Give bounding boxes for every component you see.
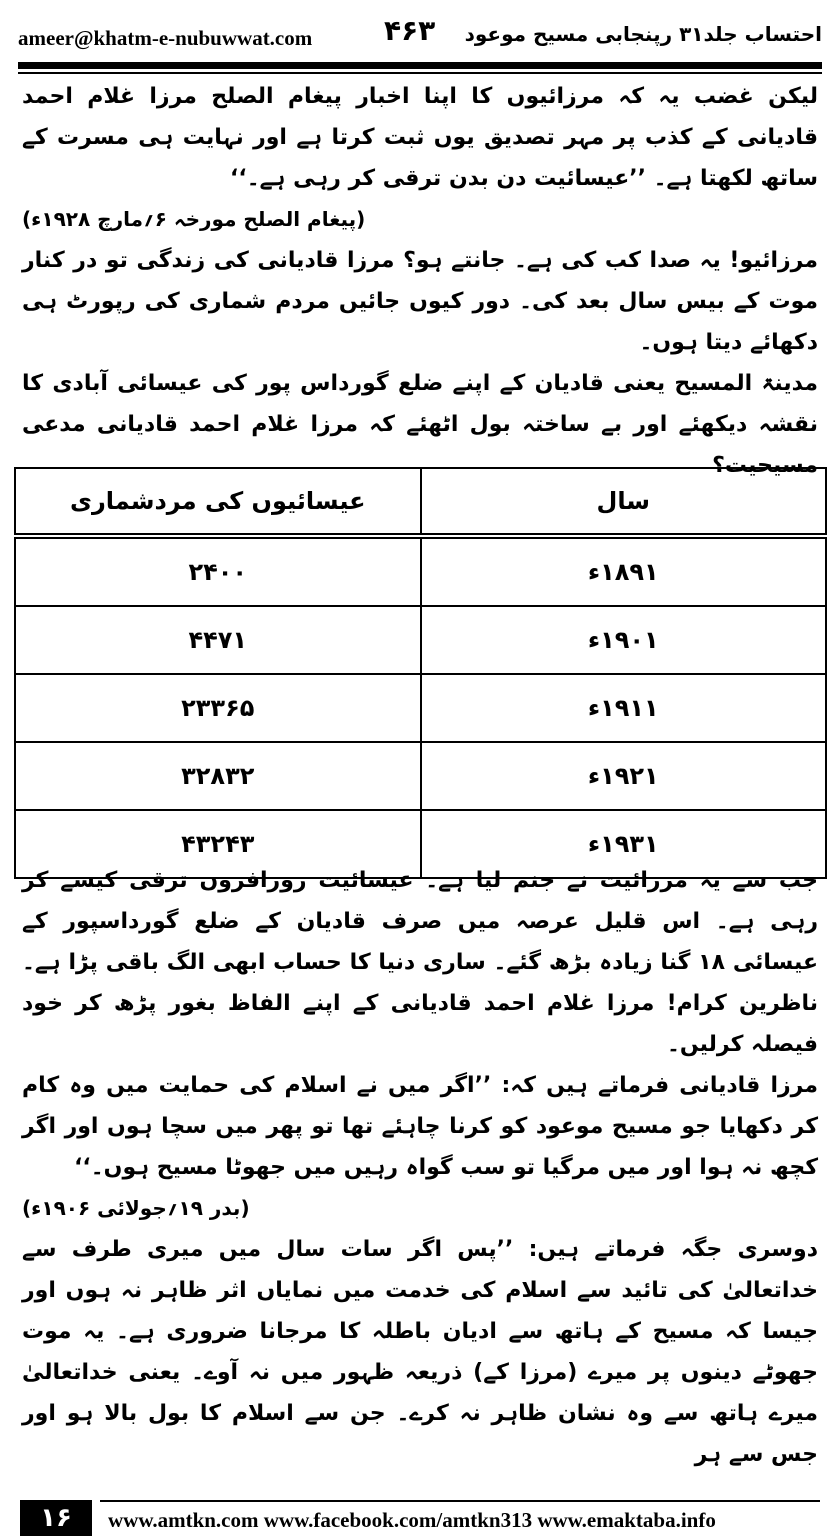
footer-urls[interactable]: www.amtkn.com www.facebook.com/amtkn313 www.emaktaba.info [108,1508,716,1532]
census-table-wrap [14,467,827,879]
paragraph-4: جب سے یہ مرزائیت نے جنم لیا ہے۔ عیسائیت روزافزوں ترقی کیسے کر رہی ہے۔ اس قلیل عرصہ میں صرف قادیان کے ضلع گورداسپور کے عیسائی ۱۸ گنا زیادہ بڑھ گئے۔ ساری دنیا کا حساب ابھی الگ باقی پڑا ہے۔ ناظرین کرام! مرزا غلام احمد قادیانی کے اپنے الفاظ بغور پڑھ کر خود فیصلہ کرلیں۔ [22,868,818,1057]
header-page-number: ۴۶۳ [384,14,436,47]
count-cell: ۳۲۸۳۲ [15,742,421,810]
footer-page-number: ۱۶ [20,1500,92,1536]
year-cell: ۱۹۰۱ء [421,606,827,674]
table-row [15,606,826,674]
count-cell: ۲۳۳۶۵ [15,674,421,742]
table-row [15,742,826,810]
top-paragraphs [22,76,818,486]
paragraph-6: دوسری جگہ فرماتے ہیں: ’’پس اگر سات سال میں میری طرف سے خداتعالیٰ کی تائید سے اسلام کی خدمت میں نمایاں اثر ظاہر نہ ہوں اور جیسا کہ مسیح کے ہاتھ سے ادیان باطلہ کا مرجانا ضروری ہے۔ یہ موت جھوٹے دینوں پر میرے (مرزا کے) ذریعہ ظہور میں نہ آوے۔ یعنی خداتعالیٰ میرے ہاتھ سے وہ نشان ظاہر نہ کرے۔ جن سے اسلام کا بول بالا ہو اور جس سے ہر [22,1237,818,1467]
header-rule-thin [18,72,822,74]
col-year-header: سال [421,468,827,536]
paragraph-1: لیکن غضب یہ کہ مرزائیوں کا اپنا اخبار پیغام الصلح مرزا غلام احمد قادیانی کے کذب پر مہر تصدیق یوں ثبت کرتا ہے اور نہایت ہی مسرت کے ساتھ لکھتا ہے۔ ’’عیسائیت دن بدن ترقی کر رہی ہے۔‘‘ (پیغام الصلح مورخہ ۶؍مارچ ۱۹۲۸ء) [22,76,818,199]
table-row [15,674,826,742]
year-cell: ۱۹۳۱ء [421,810,827,878]
reference-2: (بدر ۱۹؍جولائی ۱۹۰۶ء) [22,1196,250,1220]
footer-rule [100,1500,820,1502]
header-email[interactable]: ameer@khatm-e-nubuwwat.com [18,26,313,50]
paragraph-3: مدینۃ المسیح یعنی قادیان کے اپنے ضلع گورداس پور کی عیسائی آبادی کا نقشہ دیکھئے اور بے ساختہ بول اٹھئے کہ مرزا غلام احمد قادیانی مدعی مسیحیت؟ [22,371,818,478]
table-header-row [15,468,826,536]
table-row [15,536,826,606]
paragraph-2: مرزائیو! یہ صدا کب کی ہے۔ جانتے ہو؟ مرزا قادیانی کی زندگی تو در کنار موت کے بیس سال بعد کی۔ دور کیوں جائیں مردم شماری کی رپورٹ ہی دکھائے دیتا ہوں۔ [22,248,818,355]
col-count-header: عیسائیوں کی مردشماری [15,468,421,536]
header-rule-thick [18,62,822,69]
page-footer [0,1498,840,1540]
count-cell: ۴۳۲۴۳ [15,810,421,878]
year-cell: ۱۹۱۱ء [421,674,827,742]
census-table [14,467,827,879]
year-cell: ۱۸۹۱ء [421,536,827,606]
reference-1: (پیغام الصلح مورخہ ۶؍مارچ ۱۹۲۸ء) [22,207,366,231]
year-cell: ۱۹۲۱ء [421,742,827,810]
bottom-paragraphs [22,860,818,1475]
header-book-title: احتساب جلد۳۱ رپنجابی مسیح موعود [464,22,822,46]
count-cell: ۲۴۰۰ [15,536,421,606]
paragraph-5: مرزا قادیانی فرماتے ہیں کہ: ’’اگر میں نے اسلام کی حمایت میں وہ کام کر دکھایا جو مسیح موعود کو کرنا چاہئے تھا تو پھر میں سچا ہوں اور اگر کچھ نہ ہوا اور میں مرگیا تو سب گواہ رہیں میں جھوٹا مسیح ہوں۔‘‘ (بدر ۱۹؍جولائی ۱۹۰۶ء) [22,1065,818,1188]
page-header [18,8,822,54]
count-cell: ۴۴۷۱ [15,606,421,674]
